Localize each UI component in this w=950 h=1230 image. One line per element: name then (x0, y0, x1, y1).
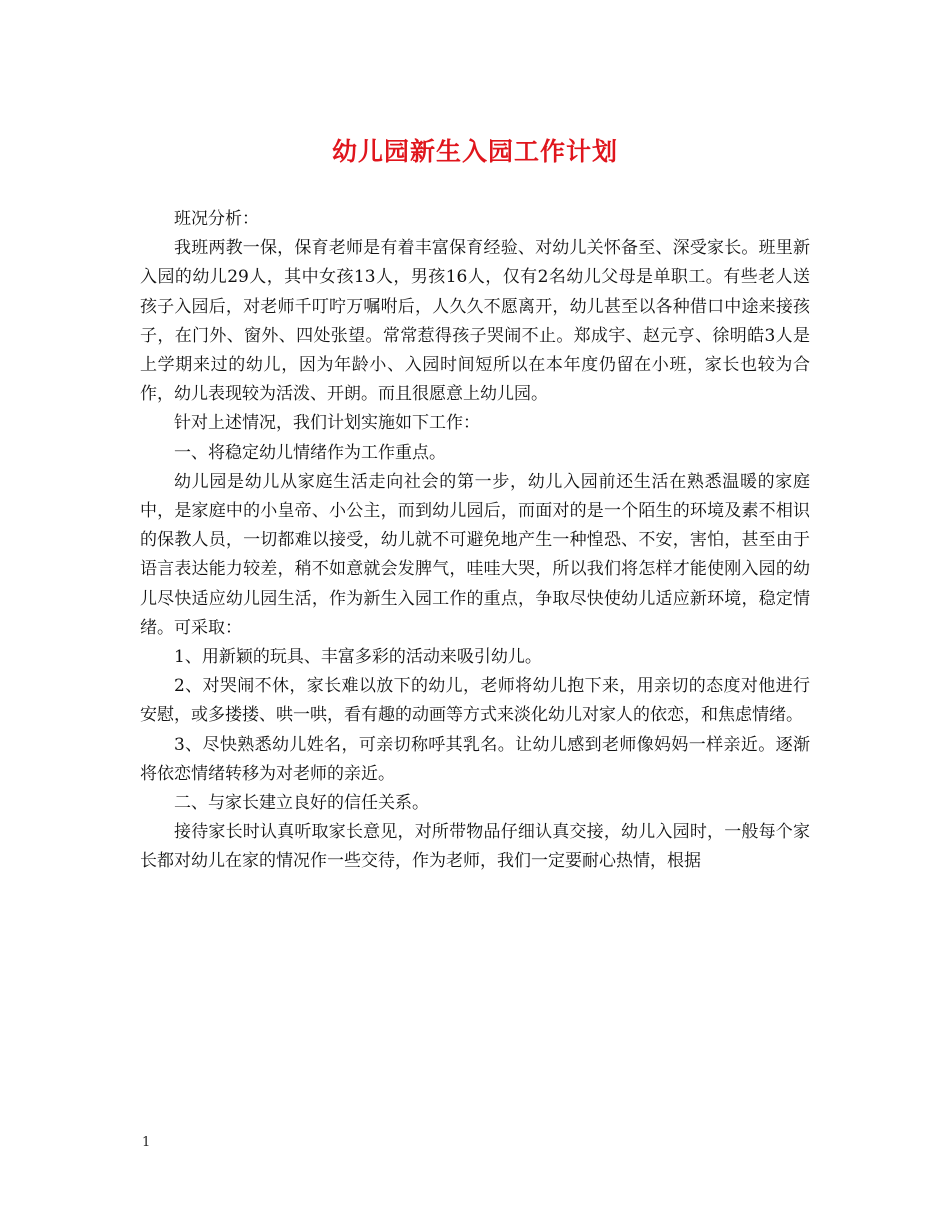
page-number: 1 (142, 1135, 151, 1150)
section-heading-2: 二、与家长建立良好的信任关系。 (174, 793, 429, 814)
paragraph-section-1: 幼儿园是幼儿从家庭生活走向社会的第一步，幼儿入园前还生活在熟悉温暖的家庭中，是家庭中的小皇帝、小公主，而到幼儿园后，而面对的是一个陌生的环境及素不相识的保教人员，一切都难以接受，幼儿就不可避免地产生一种惶恐、不安，害怕，甚至由于语言表达能力较差，稍不如意就会发脾气，哇哇大哭，所以我们将怎样才能使刚入园的幼儿尽快适应幼儿园生活，作为新生入园工作的重点，争取尽快使幼儿适应新环境，稳定情绪。可采取： (140, 471, 810, 638)
paragraph-class-analysis-heading: 班况分析： (174, 209, 259, 229)
list-item-1: 1、用新颖的玩具、丰富多彩的活动来吸引幼儿。 (174, 647, 542, 668)
list-item-3: 3、尽快熟悉幼儿姓名，可亲切称呼其乳名。让幼儿感到老师像妈妈一样亲近。逐渐将依恋情绪转移为对老师的亲近。 (140, 734, 810, 784)
paragraph-section-2: 接待家长时认真听取家长意见，对所带物品仔细认真交接，幼儿入园时，一般每个家长都对幼儿在家的情况作一些交待，作为老师，我们一定要耐心热情，根据 (140, 822, 810, 872)
section-heading-1: 一、将稳定幼儿情绪作为工作重点。 (174, 442, 446, 463)
list-item-2: 2、对哭闹不休，家长难以放下的幼儿，老师将幼儿抱下来，用亲切的态度对他进行安慰，或多搂搂、哄一哄，看有趣的动画等方式来淡化幼儿对家人的依恋，和焦虑情绪。 (140, 676, 810, 726)
document-title: 幼儿园新生入园工作计划 (331, 137, 618, 166)
document-body (140, 205, 810, 877)
paragraph-class-analysis: 我班两教一保，保育老师是有着丰富保育经验、对幼儿关怀备至、深受家长。班里新入园的幼儿29人，其中女孩13人，男孩16人，仅有2名幼儿父母是单职工。有些老人送孩子入园后，对老师千叮咛万嘱咐后，人久久不愿离开，幼儿甚至以各种借口中途来接孩子，在门外、窗外、四处张望。常常惹得孩子哭闹不止。郑成宇、赵元亨、徐明皓3人是上学期来过的幼儿，因为年龄小、入园时间短所以在本年度仍留在小班，家长也较为合作，幼儿表现较为活泼、开朗。而且很愿意上幼儿园。 (140, 238, 810, 405)
paragraph-plan-intro: 针对上述情况，我们计划实施如下工作： (174, 413, 480, 434)
